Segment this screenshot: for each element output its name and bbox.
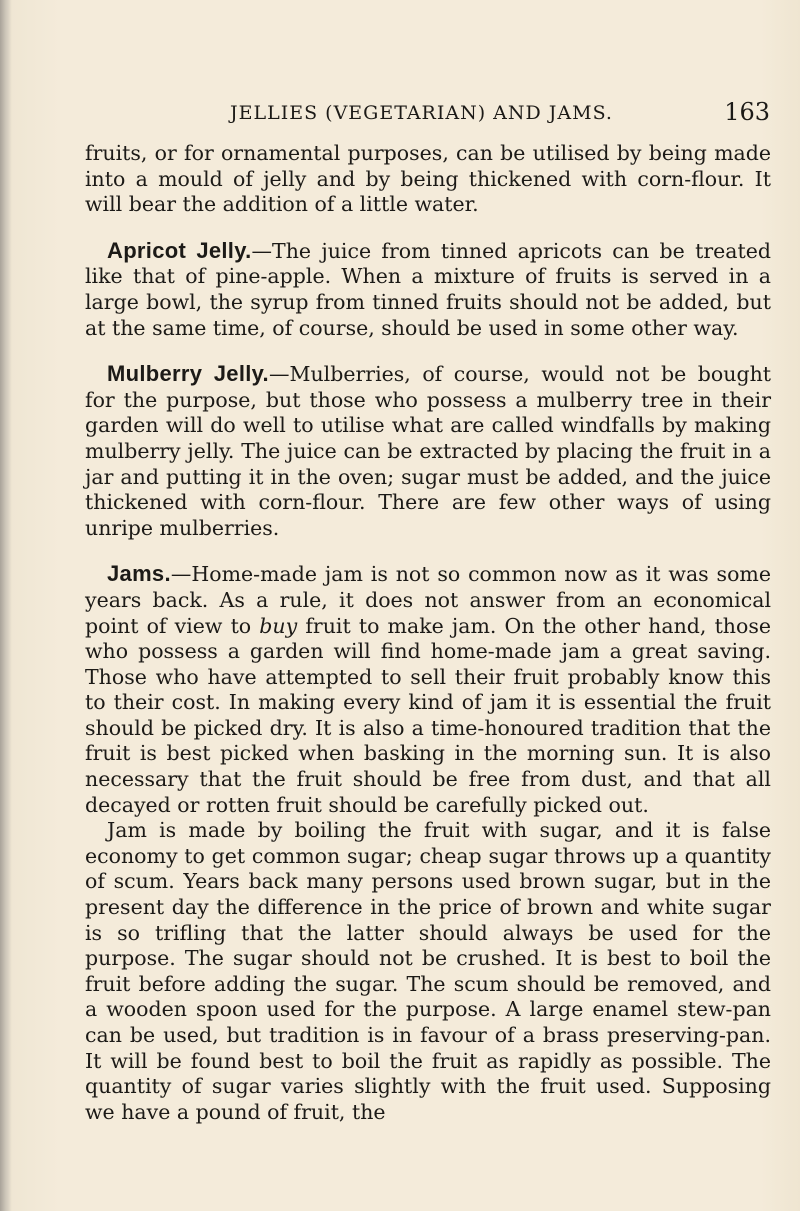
running-head: JELLIES (VEGETARIAN) AND JAMS. xyxy=(230,102,613,124)
page-body xyxy=(85,141,771,1125)
paragraph-text: —The juice from tinned apricots can be treated like that of pine-apple. When a mixture of fruits is served in a large bowl, the syrup from tinned fruits should not be added, but at the same time, of course, should be used in some other way. xyxy=(85,238,771,340)
paragraph-jam-making xyxy=(85,818,771,1125)
paragraph-text: fruits, or for ornamental purposes, can be utilised by being made into a mould of jelly and by being thickened with corn-flour. It will bear the addition of a little water. xyxy=(85,141,771,217)
page-header xyxy=(230,100,770,130)
paragraph-text: —Home-made jam is not so common now as it was some years back. As a rule, it does not answer from an economical point of view to xyxy=(85,562,771,638)
paragraph-jams xyxy=(85,561,771,818)
page-number: 163 xyxy=(724,98,770,126)
section-heading-apricot-jelly: Apricot Jelly. xyxy=(107,237,252,263)
paragraph-text: —Mulberries, of course, would not be bought for the purpose, but those who possess a mulberry tree in their garden will do well to utilise what are called windfalls by making mulberry jelly. The juice can be extracted by placing the fruit in a jar and putting it in the oven; sugar must be added, and the juice thickened with corn-flour. There are few other ways of using unripe mulberries. xyxy=(85,362,772,540)
page-spine-shadow xyxy=(0,0,12,1211)
section-heading-mulberry-jelly: Mulberry Jelly. xyxy=(107,361,269,387)
paragraph-text: fruit to make jam. On the other hand, those who possess a garden will find home-made jam a great saving. Those who have attempted to sell their fruit probably know this to their cost. In making every kind of jam it is essential the fruit should be picked dry. It is also a time-honoured tradition that the fruit is best picked when basking in the morning sun. It is also necessary that the fruit should be free from dust, and that all decayed or rotten fruit should be carefully picked out. xyxy=(85,613,772,817)
paragraph-continuation xyxy=(85,141,771,218)
emphasis-text: buy xyxy=(259,613,298,638)
paragraph-apricot-jelly xyxy=(85,238,771,341)
paragraph-mulberry-jelly xyxy=(85,361,771,541)
paragraph-text: Jam is made by boiling the fruit with sugar, and it is false economy to get common sugar; cheap sugar throws up a quantity of scum. Years back many persons used brown sugar, but in the present day the difference in the price of brown and white sugar is so trifling that the latter should always be used for the purpose. The sugar should not be crushed. It is best to boil the fruit before adding the sugar. The scum should be removed, and a wooden spoon used for the purpose. A large enamel stew-pan can be used, but tradition is in favour of a brass preserving-pan. It will be found best to boil the fruit as rapidly as possible. The quantity of sugar varies slightly with the fruit used. Supposing we have a pound of fruit, the xyxy=(85,818,771,1124)
section-heading-jams: Jams. xyxy=(107,561,171,587)
